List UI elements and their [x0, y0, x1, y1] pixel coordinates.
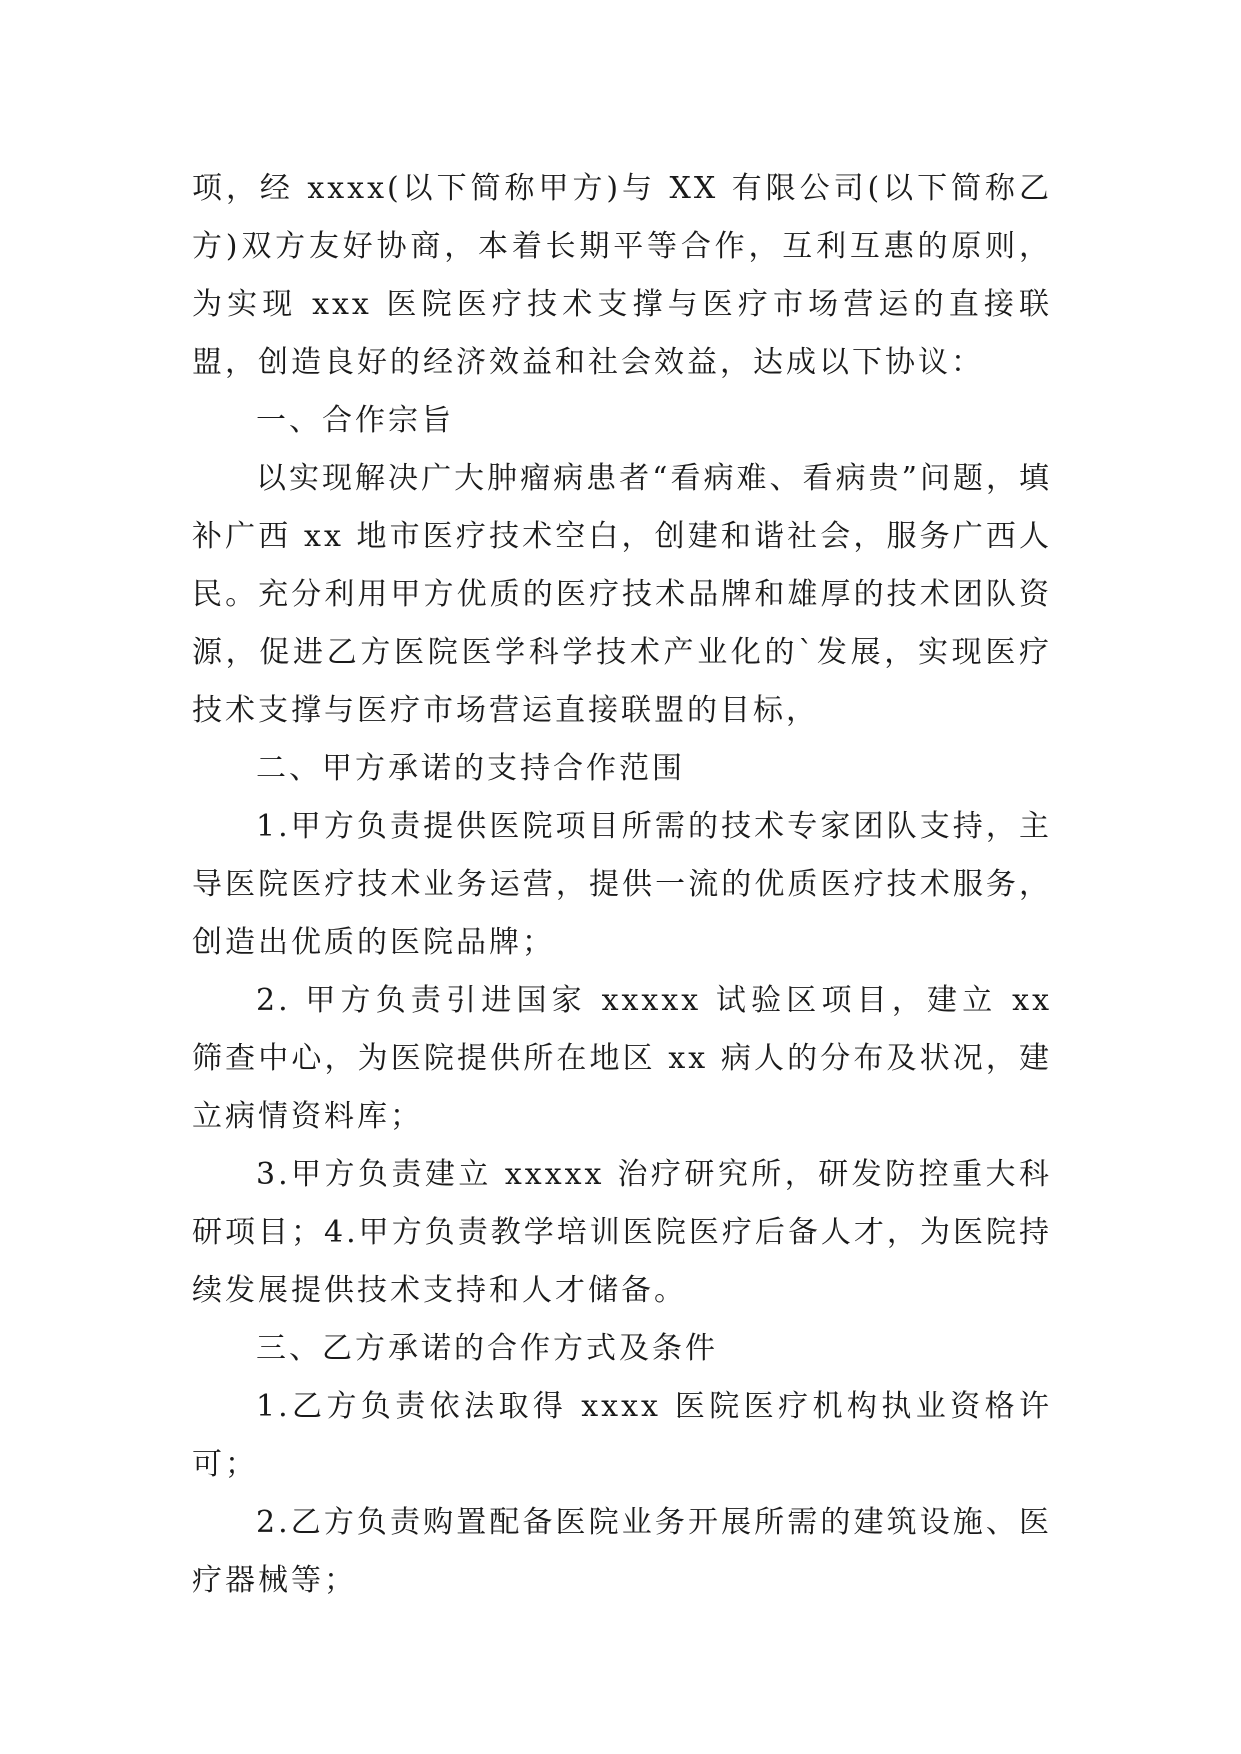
list-item-party-a-1: 1.甲方负责提供医院项目所需的技术专家团队支持，主导医院医疗技术业务运营，提供一流的优质医疗技术服务，创造出优质的医院品牌； [192, 809, 1052, 960]
section-heading-3: 三、乙方承诺的合作方式及条件 [256, 1331, 718, 1366]
section-heading-1: 一、合作宗旨 [256, 403, 454, 438]
list-item-party-b-1: 1.乙方负责依法取得 xxxx 医院医疗机构执业资格许可； [192, 1389, 1052, 1482]
list-item-party-a-2: 2. 甲方负责引进国家 xxxxx 试验区项目，建立 xx 筛查中心，为医院提供所在地区 xx 病人的分布及状况，建立病情资料库； [192, 983, 1052, 1134]
list-item-party-a-3: 3.甲方负责建立 xxxxx 治疗研究所，研发防控重大科研项目；4.甲方负责教学培训医院医疗后备人才，为医院持续发展提供技术支持和人才储备。 [192, 1157, 1052, 1308]
section-heading-2: 二、甲方承诺的支持合作范围 [256, 751, 685, 786]
paragraph-purpose: 以实现解决广大肿瘤病患者“看病难、看病贵”问题，填补广西 xx 地市医疗技术空白，创建和谐社会，服务广西人民。充分利用甲方优质的医疗技术品牌和雄厚的技术团队资源，促进乙方医院医学科学技术产业化的`发展，实现医疗技术支撑与医疗市场营运直接联盟的目标， [192, 461, 1052, 728]
list-item-party-b-2: 2.乙方负责购置配备医院业务开展所需的建筑设施、医疗器械等； [192, 1505, 1052, 1598]
document-body [192, 160, 1052, 1610]
paragraph-intro: 项，经 xxxx(以下简称甲方)与 XX 有限公司(以下简称乙方)双方友好协商，本着长期平等合作，互利互惠的原则，为实现 xxx 医院医疗技术支撑与医疗市场营运的直接联盟，创造良好的经济效益和社会效益，达成以下协议： [192, 171, 1052, 380]
